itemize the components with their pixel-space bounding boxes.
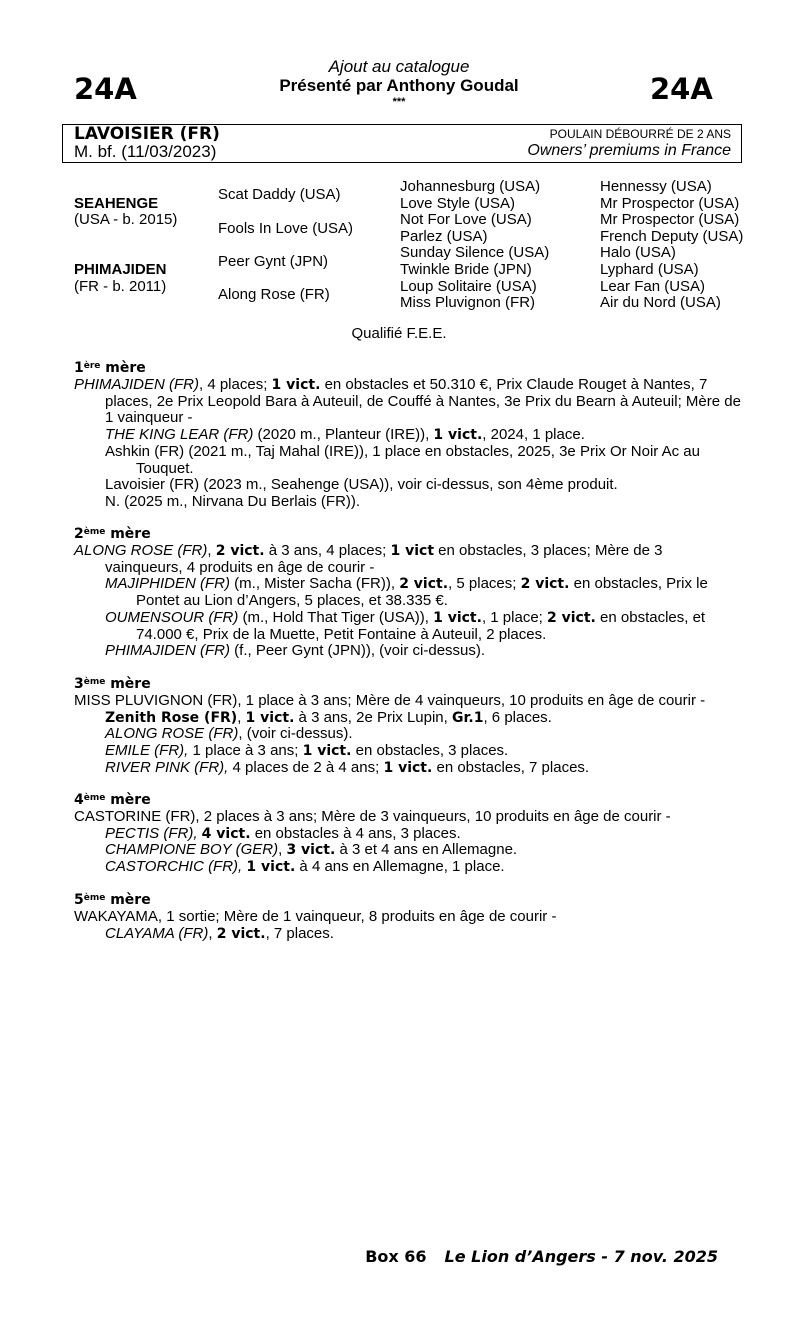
box-number: Box 66 [365,1247,427,1266]
pedigree-gen4: Halo (USA) [600,244,676,262]
produce-entry: PHIMAJIDEN (FR) (f., Peer Gynt (JPN)), (voir ci-dessus). [105,642,486,660]
horse-description: M. bf. (11/03/2023) [74,142,217,161]
dam-entry: PHIMAJIDEN (FR), 4 places; 1 vict. en obstacles et 50.310 €, Prix Claude Rouget à Nantes, 7 places, 2e Prix Leopold Bara à Auteuil, de Couffé à Nantes, 3e Prix du Bearn à Auteuil; Mère de 1 vainqueur - [74,376,741,427]
pedigree-gen4: Lear Fan (USA) [600,277,706,295]
catalogue-addition-title: Ajout au catalogue [328,57,470,76]
presenter: Présenté par Anthony Goudal [279,76,519,95]
pedigree-gen4: Mr Prospector (USA) [600,194,740,212]
dam-entry: MISS PLUVIGNON (FR), 1 place à 3 ans; Mère de 4 vainqueurs, 10 produits en âge de courir - [74,692,706,709]
produce-entry: OUMENSOUR (FR) (m., Hold That Tiger (USA)), 1 vict., 1 place; 2 vict. en obstacles, et 74.000 €, Prix de la Muette, Petit Fontaine à Auteuil, 2 places. [105,608,706,643]
produce-entry: PECTIS (FR), 4 vict. en obstacles à 4 ans, 3 places. [105,824,461,842]
qualification: Qualifié F.E.E. [351,325,447,342]
produce-entry: Zenith Rose (FR), 1 vict. à 3 ans, 2e Prix Lupin, Gr.1, 6 places. [105,708,552,726]
pedigree-gen3: Loup Solitaire (USA) [400,277,537,295]
dam-entry: CASTORINE (FR), 2 places à 3 ans; Mère de 3 vainqueurs, 10 produits en âge de courir - [74,808,671,825]
pedigree-gen4: Lyphard (USA) [600,260,699,278]
pedigree-gen3: Parlez (USA) [400,227,488,245]
pedigree-gen3: Not For Love (USA) [400,211,532,229]
horse-name: LAVOISIER (FR) [74,124,220,144]
pedigree-gen3: Sunday Silence (USA) [400,244,550,262]
sale-place-date: Le Lion d’Angers - 7 nov. 2025 [444,1247,718,1266]
produce-entry: THE KING LEAR (FR) (2020 m., Planteur (IRE)), 1 vict., 2024, 1 place. [105,426,585,444]
sire-info: (USA - b. 2015) [74,211,178,228]
produce-entry: CASTORCHIC (FR), 1 vict. à 4 ans en Allemagne, 1 place. [105,858,505,876]
produce-entry: CLAYAMA (FR), 2 vict., 7 places. [105,924,334,942]
produce-entry: N. (2025 m., Nirvana Du Berlais (FR)). [105,492,361,510]
pedigree-gen4: Hennessy (USA) [600,178,712,195]
section-5th-dam [74,890,744,942]
pedigree-gen3: Johannesburg (USA) [400,178,541,195]
section-2nd-dam [74,524,744,660]
produce-entry: CHAMPIONE BOY (GER), 3 vict. à 3 et 4 ans en Allemagne. [105,841,518,859]
section-heading: 4ème mère [74,792,151,808]
pedigree-gen2: Scat Daddy (USA) [218,186,341,203]
pedigree-gen4: French Deputy (USA) [600,227,744,245]
pedigree-gen3: Twinkle Bride (JPN) [400,260,532,278]
dam-info: (FR - b. 2011) [74,278,167,295]
dam-entry: ALONG ROSE (FR), 2 vict. à 3 ans, 4 places; 1 vict en obstacles, 3 places; Mère de 3 vainqueurs, 4 produits en âge de courir - [74,542,663,576]
pedigree-gen2: Peer Gynt (JPN) [218,253,329,270]
section-heading: 2ème mère [74,526,151,542]
section-heading: 3ème mère [74,676,151,692]
section-4th-dam [74,790,744,876]
section-heading: 5ème mère [74,892,151,908]
lot-number-left: 24A [74,72,137,106]
section-1st-dam [74,358,744,511]
pedigree-gen2: Along Rose (FR) [218,286,330,303]
section-3rd-dam [74,674,744,777]
pedigree-gen2: Fools In Love (USA) [218,220,354,237]
owners-premiums: Owners’ premiums in France [527,142,731,159]
dam-entry: WAKAYAMA, 1 sortie; Mère de 1 vainqueur, 8 produits en âge de courir - [74,908,557,925]
section-heading: 1ère mère [74,360,146,376]
footer [365,1247,718,1266]
produce-entry: ALONG ROSE (FR), (voir ci-dessus). [105,725,353,743]
produce-entry: MAJIPHIDEN (FR) (m., Mister Sacha (FR)), 2 vict., 5 places; 2 vict. en obstacles, Prix le Pontet au Lion d’Angers, 5 places, et 38.335 €. [105,575,708,610]
sire-name: SEAHENGE [74,195,159,212]
horse-info-box [62,124,742,163]
dam-name: PHIMAJIDEN [74,261,167,278]
stars: *** [392,96,406,108]
pedigree-gen4: Air du Nord (USA) [600,294,721,312]
lot-number-right: 24A [650,72,713,106]
produce-entry: Ashkin (FR) (2021 m., Taj Mahal (IRE)), 1 place en obstacles, 2025, 3e Prix Or Noir Ac au Touquet. [105,442,700,477]
pedigree-gen3: Miss Pluvignon (FR) [400,294,536,312]
produce-entry: EMILE (FR), 1 place à 3 ans; 1 vict. en obstacles, 3 places. [105,742,509,760]
pedigree-gen3: Love Style (USA) [400,194,516,212]
produce-entry: Lavoisier (FR) (2023 m., Seahenge (USA)), voir ci-dessus, son 4ème produit. [105,476,618,494]
produce-entry: RIVER PINK (FR), 4 places de 2 à 4 ans; 1 vict. en obstacles, 7 places. [105,758,590,776]
pedigree-gen4: Mr Prospector (USA) [600,211,740,229]
horse-category: POULAIN DÉBOURRÉ DE 2 ANS [549,127,731,141]
